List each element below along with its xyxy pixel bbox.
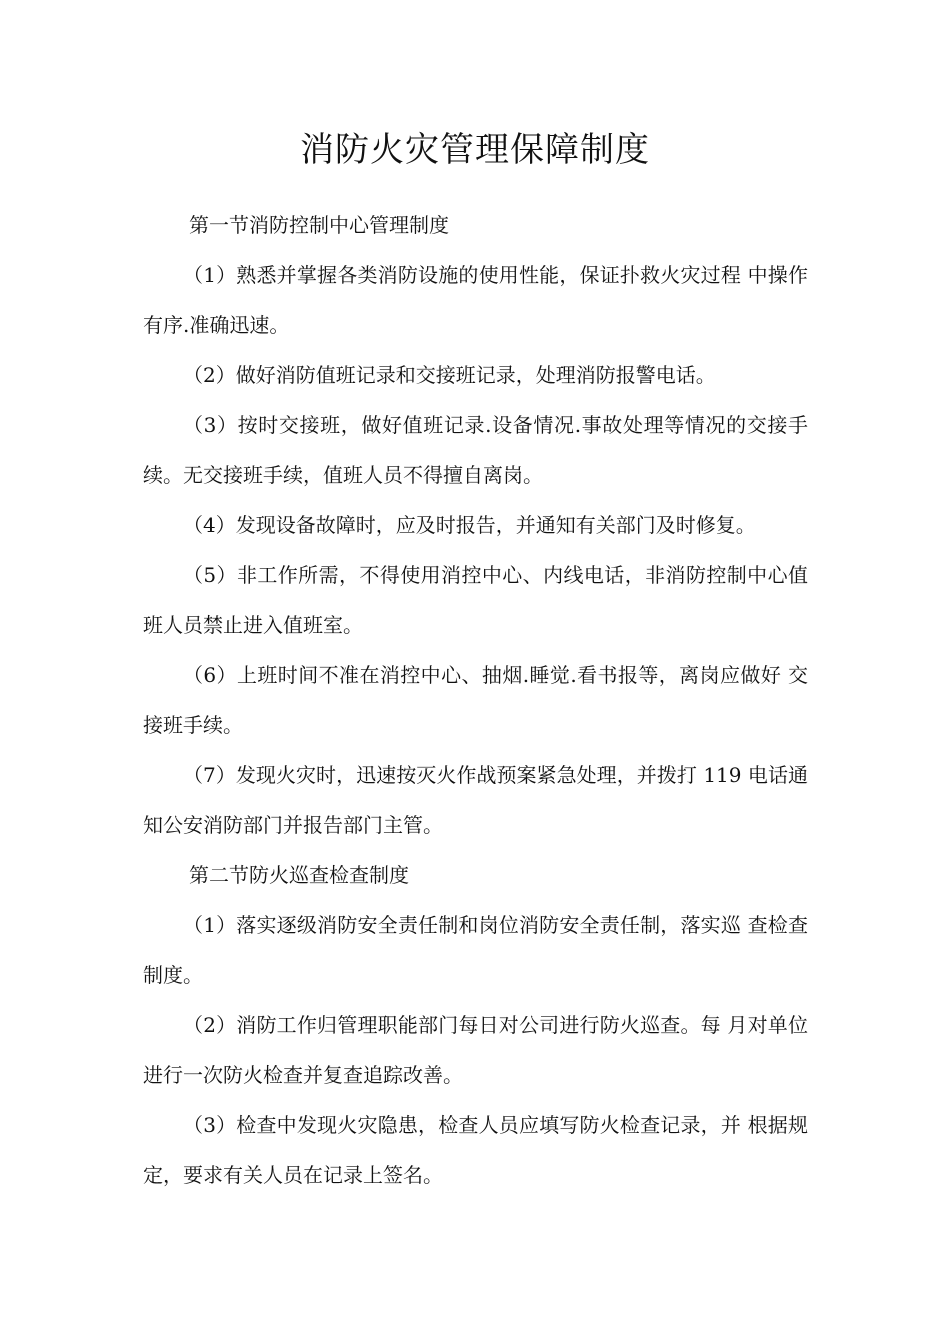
- paragraph: （1）熟悉并掌握各类消防设施的使用性能，保证扑救火灾过程 中操作有序.准确迅速。: [143, 263, 808, 337]
- section-heading-1: 第一节消防控制中心管理制度: [189, 213, 449, 237]
- paragraph: （6）上班时间不准在消控中心、抽烟.睡觉.看书报等，离岗应做好 交接班手续。: [143, 663, 808, 737]
- paragraph: （3）按时交接班，做好值班记录.设备情况.事故处理等情况的交接手续。无交接班手续，值班人员不得擅自离岗。: [143, 413, 808, 487]
- document-title: 消防火灾管理保障制度: [300, 130, 650, 170]
- paragraph: （4）发现设备故障时，应及时报告，并通知有关部门及时修复。: [183, 513, 756, 537]
- paragraph: （3）检查中发现火灾隐患，检查人员应填写防火检查记录，并 根据规定，要求有关人员在记录上签名。: [143, 1113, 808, 1187]
- paragraph: （5）非工作所需，不得使用消控中心、内线电话，非消防控制中心值班人员禁止进入值班室。: [143, 563, 808, 637]
- document-body: [143, 200, 808, 1200]
- section-heading-2: 第二节防火巡查检查制度: [189, 863, 409, 887]
- paragraph: （1）落实逐级消防安全责任制和岗位消防安全责任制，落实巡 查检查制度。: [143, 913, 808, 987]
- paragraph: （7）发现火灾时，迅速按灭火作战预案紧急处理，并拨打 119 电话通知公安消防部门并报告部门主管。: [143, 763, 808, 837]
- paragraph: （2）消防工作归管理职能部门每日对公司进行防火巡查。每 月对单位进行一次防火检查并复查追踪改善。: [143, 1013, 808, 1087]
- paragraph: （2）做好消防值班记录和交接班记录，处理消防报警电话。: [183, 363, 716, 387]
